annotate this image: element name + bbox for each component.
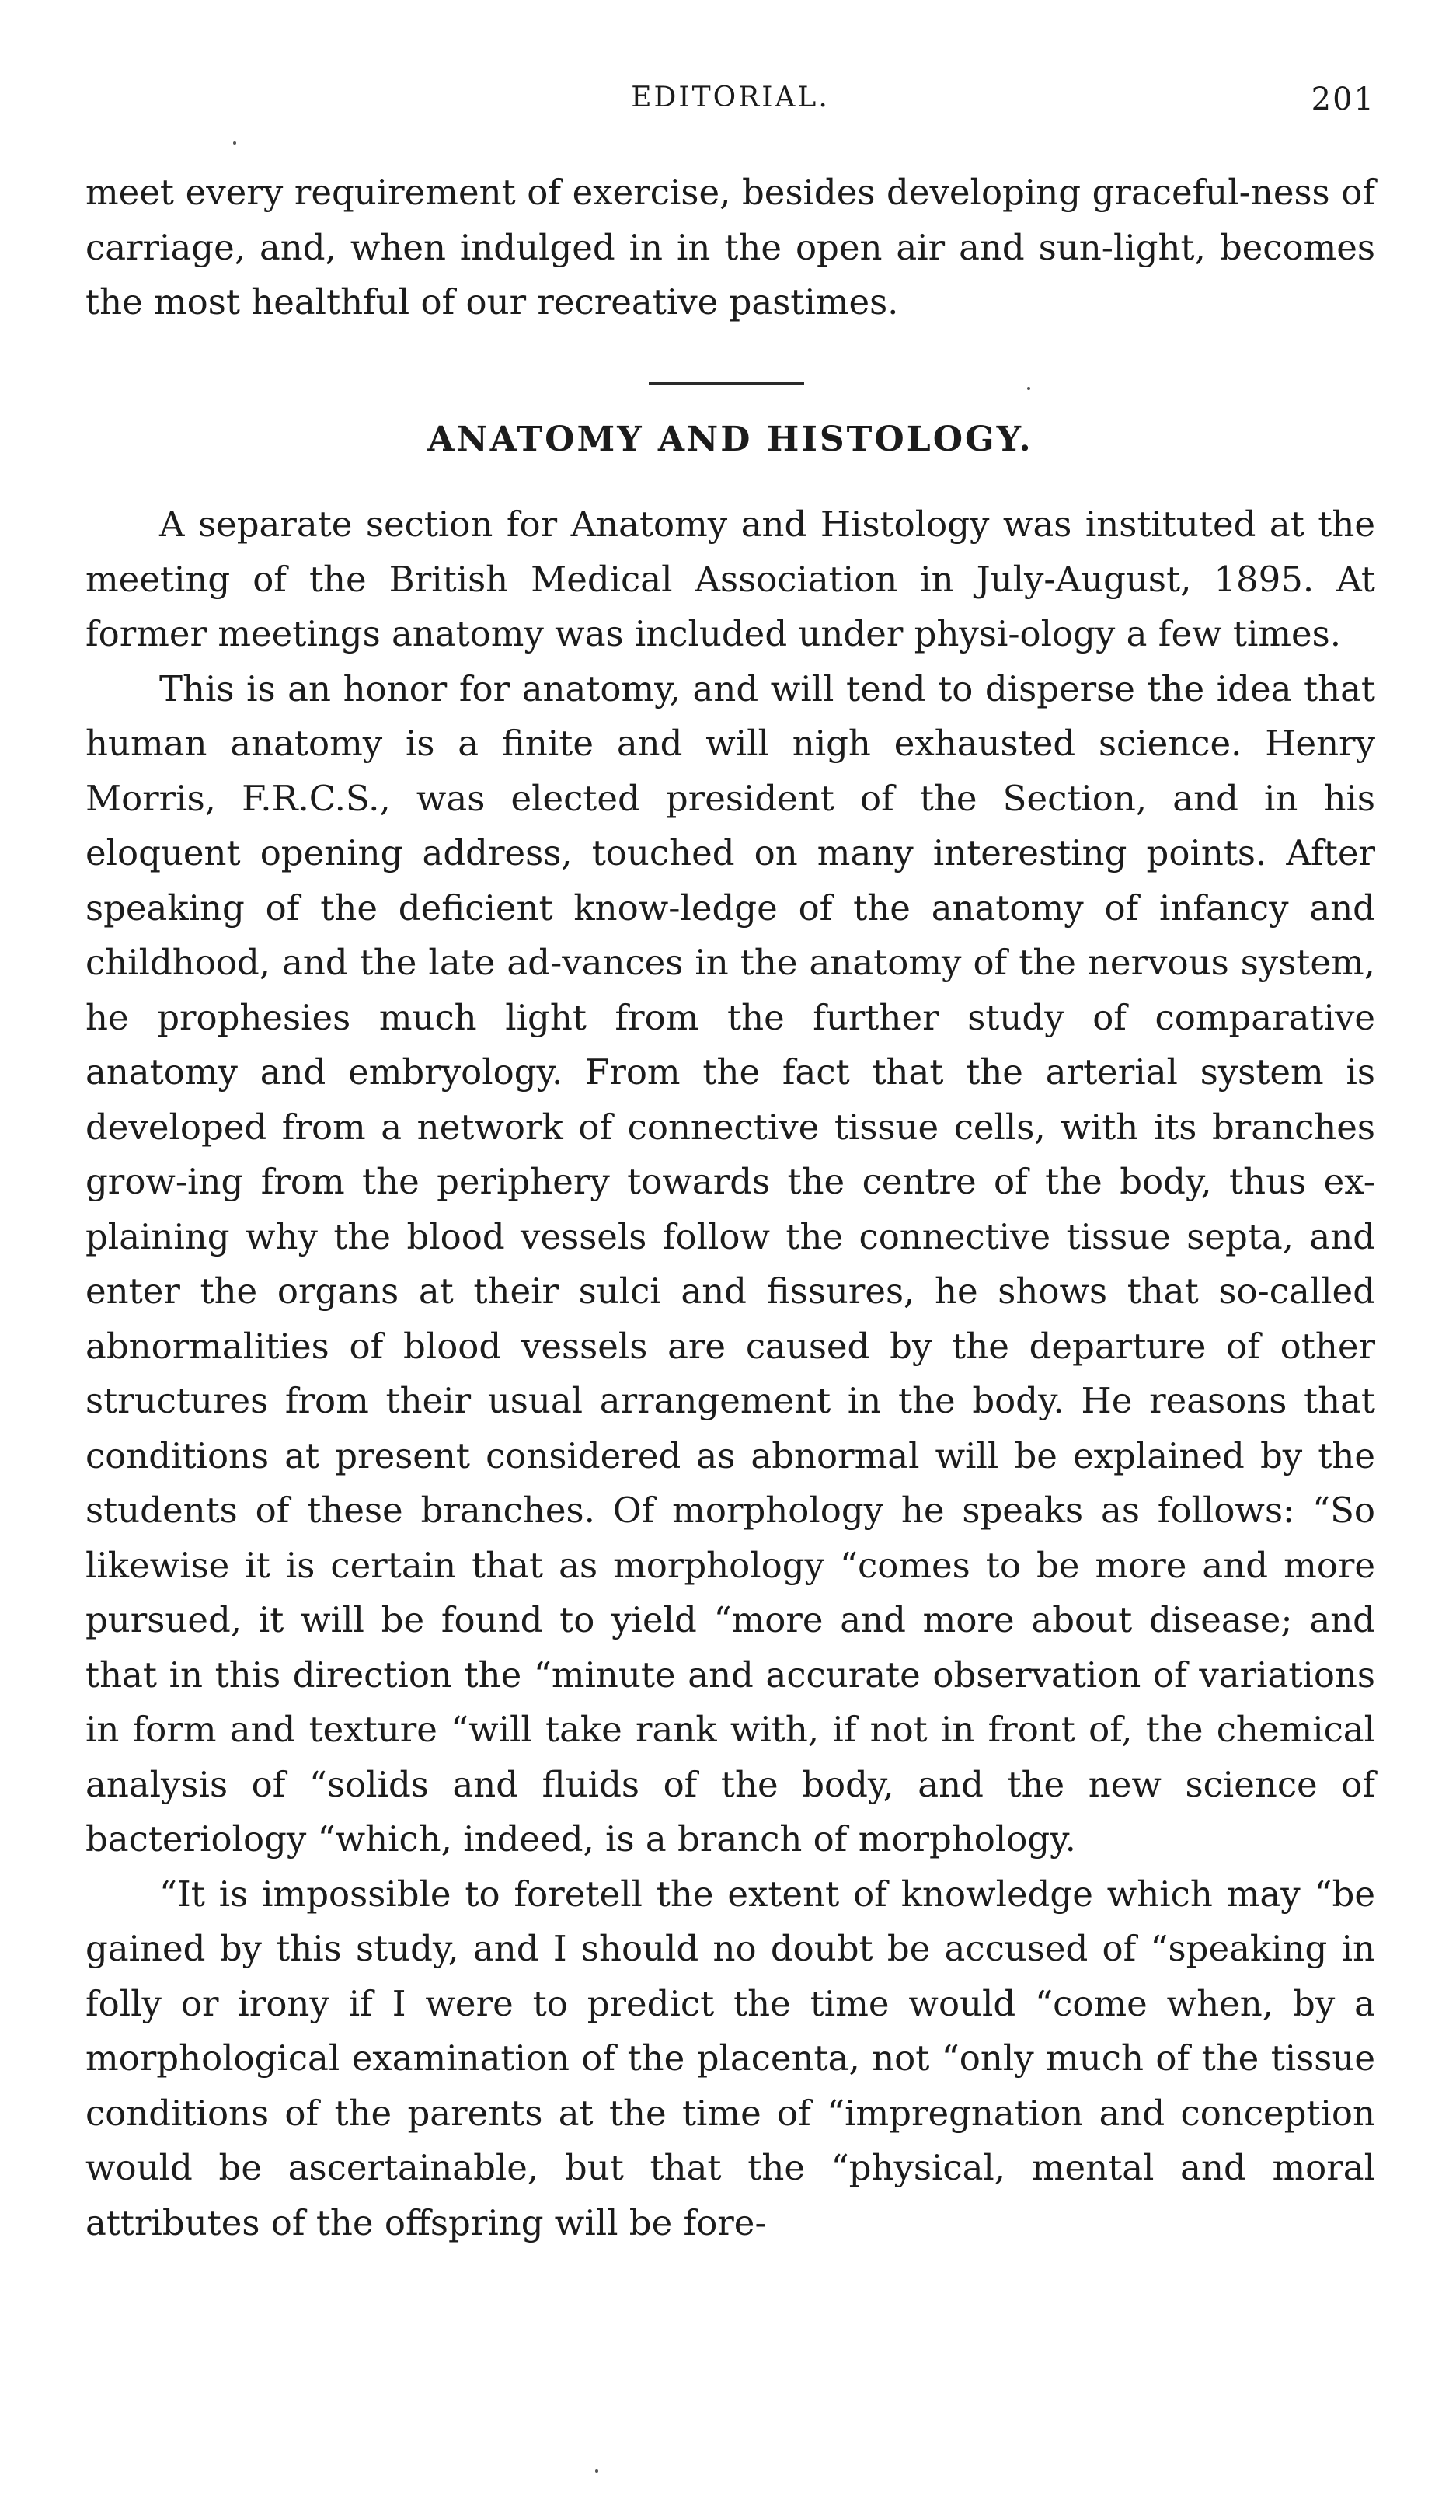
paragraph-3: “It is impossible to foretell the extent of knowledge which may “be gained by this study, and I should no doubt be accused of “speaking in folly or irony if I were to predict the time would “come when, by a morphological examination of the placenta, not “only much of the tissue conditions of the parents at the time of “impregnation and conception would be ascertainable, but that the “physical, mental and moral attributes of the offspring will be fore- bbox=[85, 1873, 1375, 2243]
paragraph-1: A separate section for Anatomy and Histology was instituted at the meeting of the British Medical Association in July-August, 1895. At former meetings anatomy was included under physi-ology a few times. bbox=[85, 504, 1375, 654]
opening-paragraph: meet every requirement of exercise, besides developing graceful-ness of carriage, and, when indulged in in the open air and sun-light, becomes the most healthful of our recreative pastimes. bbox=[85, 172, 1375, 322]
scan-speck bbox=[233, 141, 236, 145]
section-divider-rule bbox=[649, 382, 804, 385]
section-body bbox=[85, 497, 1375, 2250]
scan-speck bbox=[595, 2469, 598, 2473]
opening-paragraph-block bbox=[85, 166, 1375, 330]
paragraph-2: This is an honor for anatomy, and will tend to disperse the idea that human anatomy is a finite and will nigh exhausted science. Henry Morris, F.R.C.S., was elected president of the Section, and in his eloquent opening address, touched on many interesting points. After speaking of the deficient know-ledge of the anatomy of infancy and childhood, and the late ad-vances in the anatomy of the nervous system, he prophesies much light from the further study of comparative anatomy and embryology. From the fact that the arterial system is developed from a network of connective tissue cells, with its branches grow-ing from the periphery towards the centre of the body, thus ex-plaining why the blood vessels follow the connective tissue septa, and enter the organs at their sulci and fissures, he shows that so-called abnormalities of blood vessels are caused by the departure of other structures from their usual arrangement in the body. He reasons that conditions at present considered as abnormal will be explained by the students of these branches. Of morphology he speaks as follows: “So likewise it is certain that as morphology “comes to be more and more pursued, it will be found to yield “more and more about disease; and that in this direction the “minute and accurate observation of variations in form and texture “will take rank with, if not in front of, the chemical analysis of “solids and fluids of the body, and the new science of bacteriology “which, indeed, is a branch of morphology. bbox=[85, 667, 1375, 1860]
running-head bbox=[85, 82, 1375, 128]
scan-speck bbox=[1027, 387, 1030, 390]
running-title: EDITORIAL. bbox=[631, 82, 830, 113]
page-number: 201 bbox=[1311, 82, 1375, 117]
section-heading: ANATOMY AND HISTOLOGY. bbox=[427, 420, 1033, 459]
